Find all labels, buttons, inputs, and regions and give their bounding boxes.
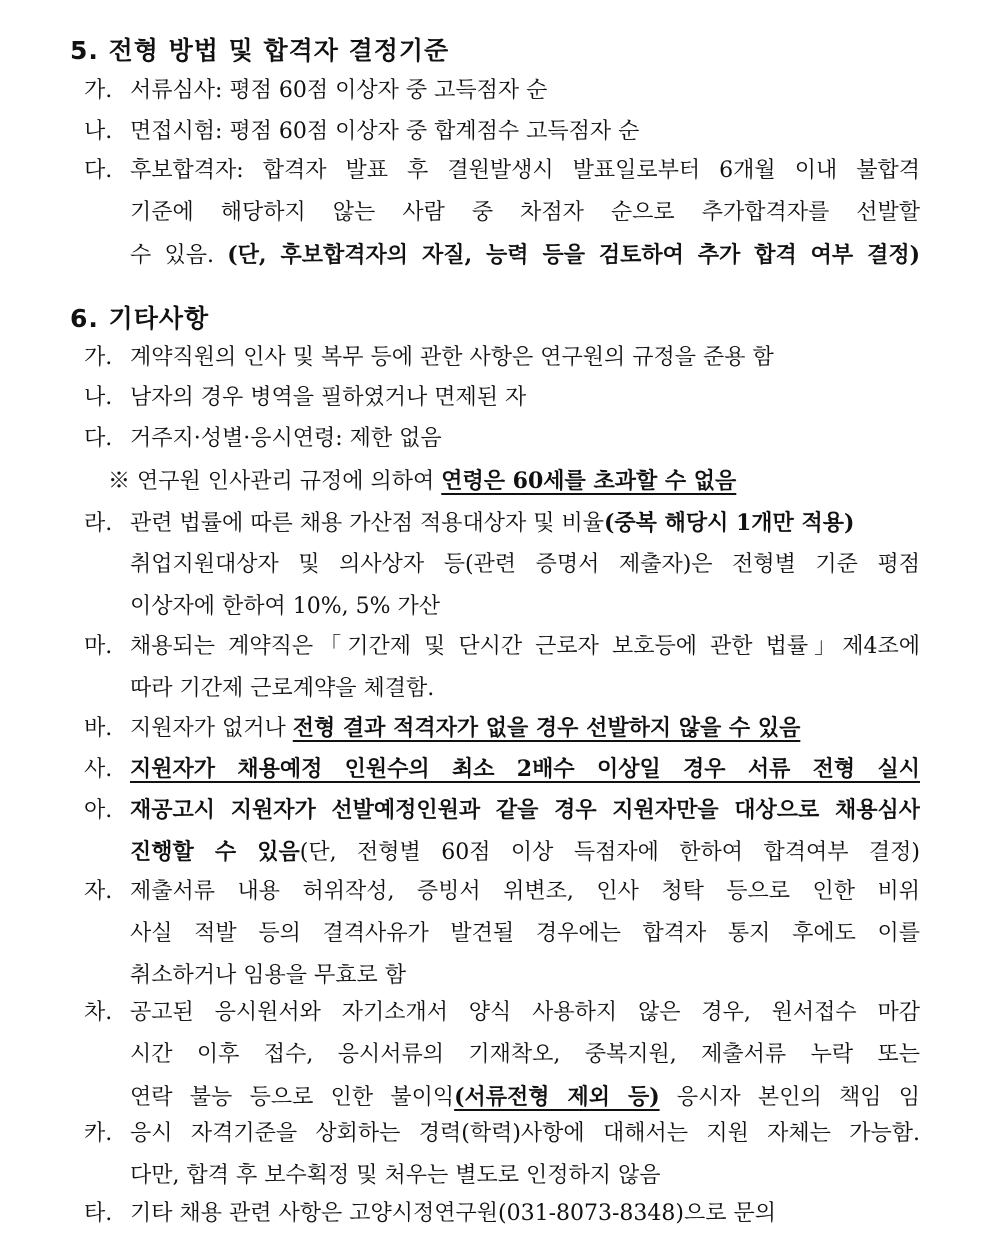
item-text: 응시자 본인의 책임 임 xyxy=(659,1085,920,1110)
item-marker: 나. xyxy=(84,119,113,144)
bold-text: 재공고시 지원자가 선발예정인원과 같을 경우 지원자만을 대상으로 채용심사 xyxy=(130,797,920,823)
item-text: 기준에 해당하지 않는 사람 중 차점자 순으로 추가합격자를 선발할 xyxy=(130,200,920,225)
section-6-item-cha xyxy=(84,992,920,1118)
bold-text: 진행할 수 있음 xyxy=(130,839,300,865)
item-marker: 카. xyxy=(84,1121,113,1146)
item-marker: 라. xyxy=(84,511,113,536)
item-text: 취소하거나 임용을 무효로 함 xyxy=(130,963,407,988)
section-6-item-ja xyxy=(84,871,920,997)
item-text: 면접시험: 평점 60점 이상자 중 합계점수 고득점자 순 xyxy=(130,119,640,144)
item-marker: 차. xyxy=(84,1000,113,1025)
bold-note: (중복 해당시 1개만 적용) xyxy=(604,510,855,536)
item-text: 응시 자격기준을 상회하는 경력(학력)사항에 대해서는 지원 자체는 가능함. xyxy=(130,1121,920,1146)
section-6-item-ta xyxy=(84,1193,920,1235)
underlined-emphasis: 지원자가 채용예정 인원수의 최소 2배수 이상일 경우 서류 전형 실시 xyxy=(130,756,920,782)
item-text: 채용되는 계약직은「기간제 및 단시간 근로자 보호등에 관한 법률」제4조에 xyxy=(130,634,920,659)
item-marker: 마. xyxy=(84,634,113,659)
section-6-item-na xyxy=(84,377,920,419)
item-text: 다만, 합격 후 보수획정 및 처우는 별도로 인정하지 않음 xyxy=(130,1163,661,1188)
item-marker: 가. xyxy=(84,78,113,103)
section-6-item-ma xyxy=(84,626,920,710)
section-6-item-ra xyxy=(84,502,920,628)
section-6-item-ka xyxy=(84,1113,920,1197)
section-5-heading: 5. 전형 방법 및 합격자 결정기준 xyxy=(70,36,450,65)
item-text: 취업지원대상자 및 의사상자 등(관련 증명서 제출자)은 전형별 기준 평점 xyxy=(130,552,920,577)
note-text: 연구원 인사관리 규정에 의하여 xyxy=(130,469,442,494)
item-text: 따라 기간제 근로계약을 체결함. xyxy=(130,676,435,701)
item-text: 계약직원의 인사 및 복무 등에 관한 사항은 연구원의 규정을 준용 함 xyxy=(130,345,774,370)
section-6-item-sa xyxy=(84,748,920,790)
item-text: 제출서류 내용 허위작성, 증빙서 위변조, 인사 청탁 등으로 인한 비위 xyxy=(130,879,920,904)
item-text: (단, 전형별 60점 이상 득점자에 한하여 합격여부 결정) xyxy=(299,840,920,865)
item-marker: 다. xyxy=(84,158,113,183)
item-marker: 다. xyxy=(84,426,113,451)
section-5-item-ga xyxy=(84,70,920,112)
item-text: 사실 적발 등의 결격사유가 발견될 경우에는 합격자 통지 후에도 이를 xyxy=(130,921,920,946)
item-marker: 자. xyxy=(84,879,113,904)
bold-note: (단, 후보합격자의 자질, 능력 등을 검토하여 추가 합격 여부 결정) xyxy=(227,242,920,268)
item-text: 연락 불능 등으로 인한 불이익 xyxy=(130,1085,455,1110)
item-text: 관련 법률에 따른 채용 가산점 적용대상자 및 비율 xyxy=(130,511,604,536)
item-text: 시간 이후 접수, 응시서류의 기재착오, 중복지원, 제출서류 누락 또는 xyxy=(130,1042,920,1067)
item-text: 후보합격자: 합격자 발표 후 결원발생시 발표일로부터 6개월 이내 불합격 xyxy=(130,158,920,183)
item-marker: 타. xyxy=(84,1201,113,1226)
item-marker: 사. xyxy=(84,757,113,782)
item-text: 서류심사: 평점 60점 이상자 중 고득점자 순 xyxy=(130,78,548,103)
note-emphasis: 연령은 60세를 초과할 수 없음 xyxy=(441,468,737,494)
section-6-heading: 6. 기타사항 xyxy=(70,304,210,333)
section-5-item-na xyxy=(84,111,920,153)
age-limit-note xyxy=(108,460,868,502)
section-6-item-da xyxy=(84,418,920,460)
item-text: 남자의 경우 병역을 필하였거나 면제된 자 xyxy=(130,385,527,410)
item-text: 수 있음. xyxy=(130,243,228,268)
item-text: 공고된 응시원서와 자기소개서 양식 사용하지 않은 경우, 원서접수 마감 xyxy=(130,1000,920,1025)
item-marker: 가. xyxy=(84,345,113,370)
underlined-emphasis: (서류전형 제외 등) xyxy=(454,1084,660,1110)
section-6-item-ga xyxy=(84,337,920,379)
section-6-item-ba xyxy=(84,707,920,749)
item-text: 이상자에 한하여 10%, 5% 가산 xyxy=(130,594,441,619)
item-text: 기타 채용 관련 사항은 고양시정연구원(031-8073-8348)으로 문의 xyxy=(130,1201,777,1226)
section-6-item-a xyxy=(84,789,920,873)
item-marker: 바. xyxy=(84,716,113,741)
item-marker: 아. xyxy=(84,798,113,823)
note-symbol: ※ xyxy=(108,469,131,494)
item-text: 거주지·성별·응시연령: 제한 없음 xyxy=(130,426,442,451)
underlined-emphasis: 전형 결과 적격자가 없을 경우 선발하지 않을 수 있음 xyxy=(292,715,801,741)
section-5-item-da xyxy=(84,150,920,276)
item-text: 지원자가 없거나 xyxy=(130,716,293,741)
item-marker: 나. xyxy=(84,385,113,410)
